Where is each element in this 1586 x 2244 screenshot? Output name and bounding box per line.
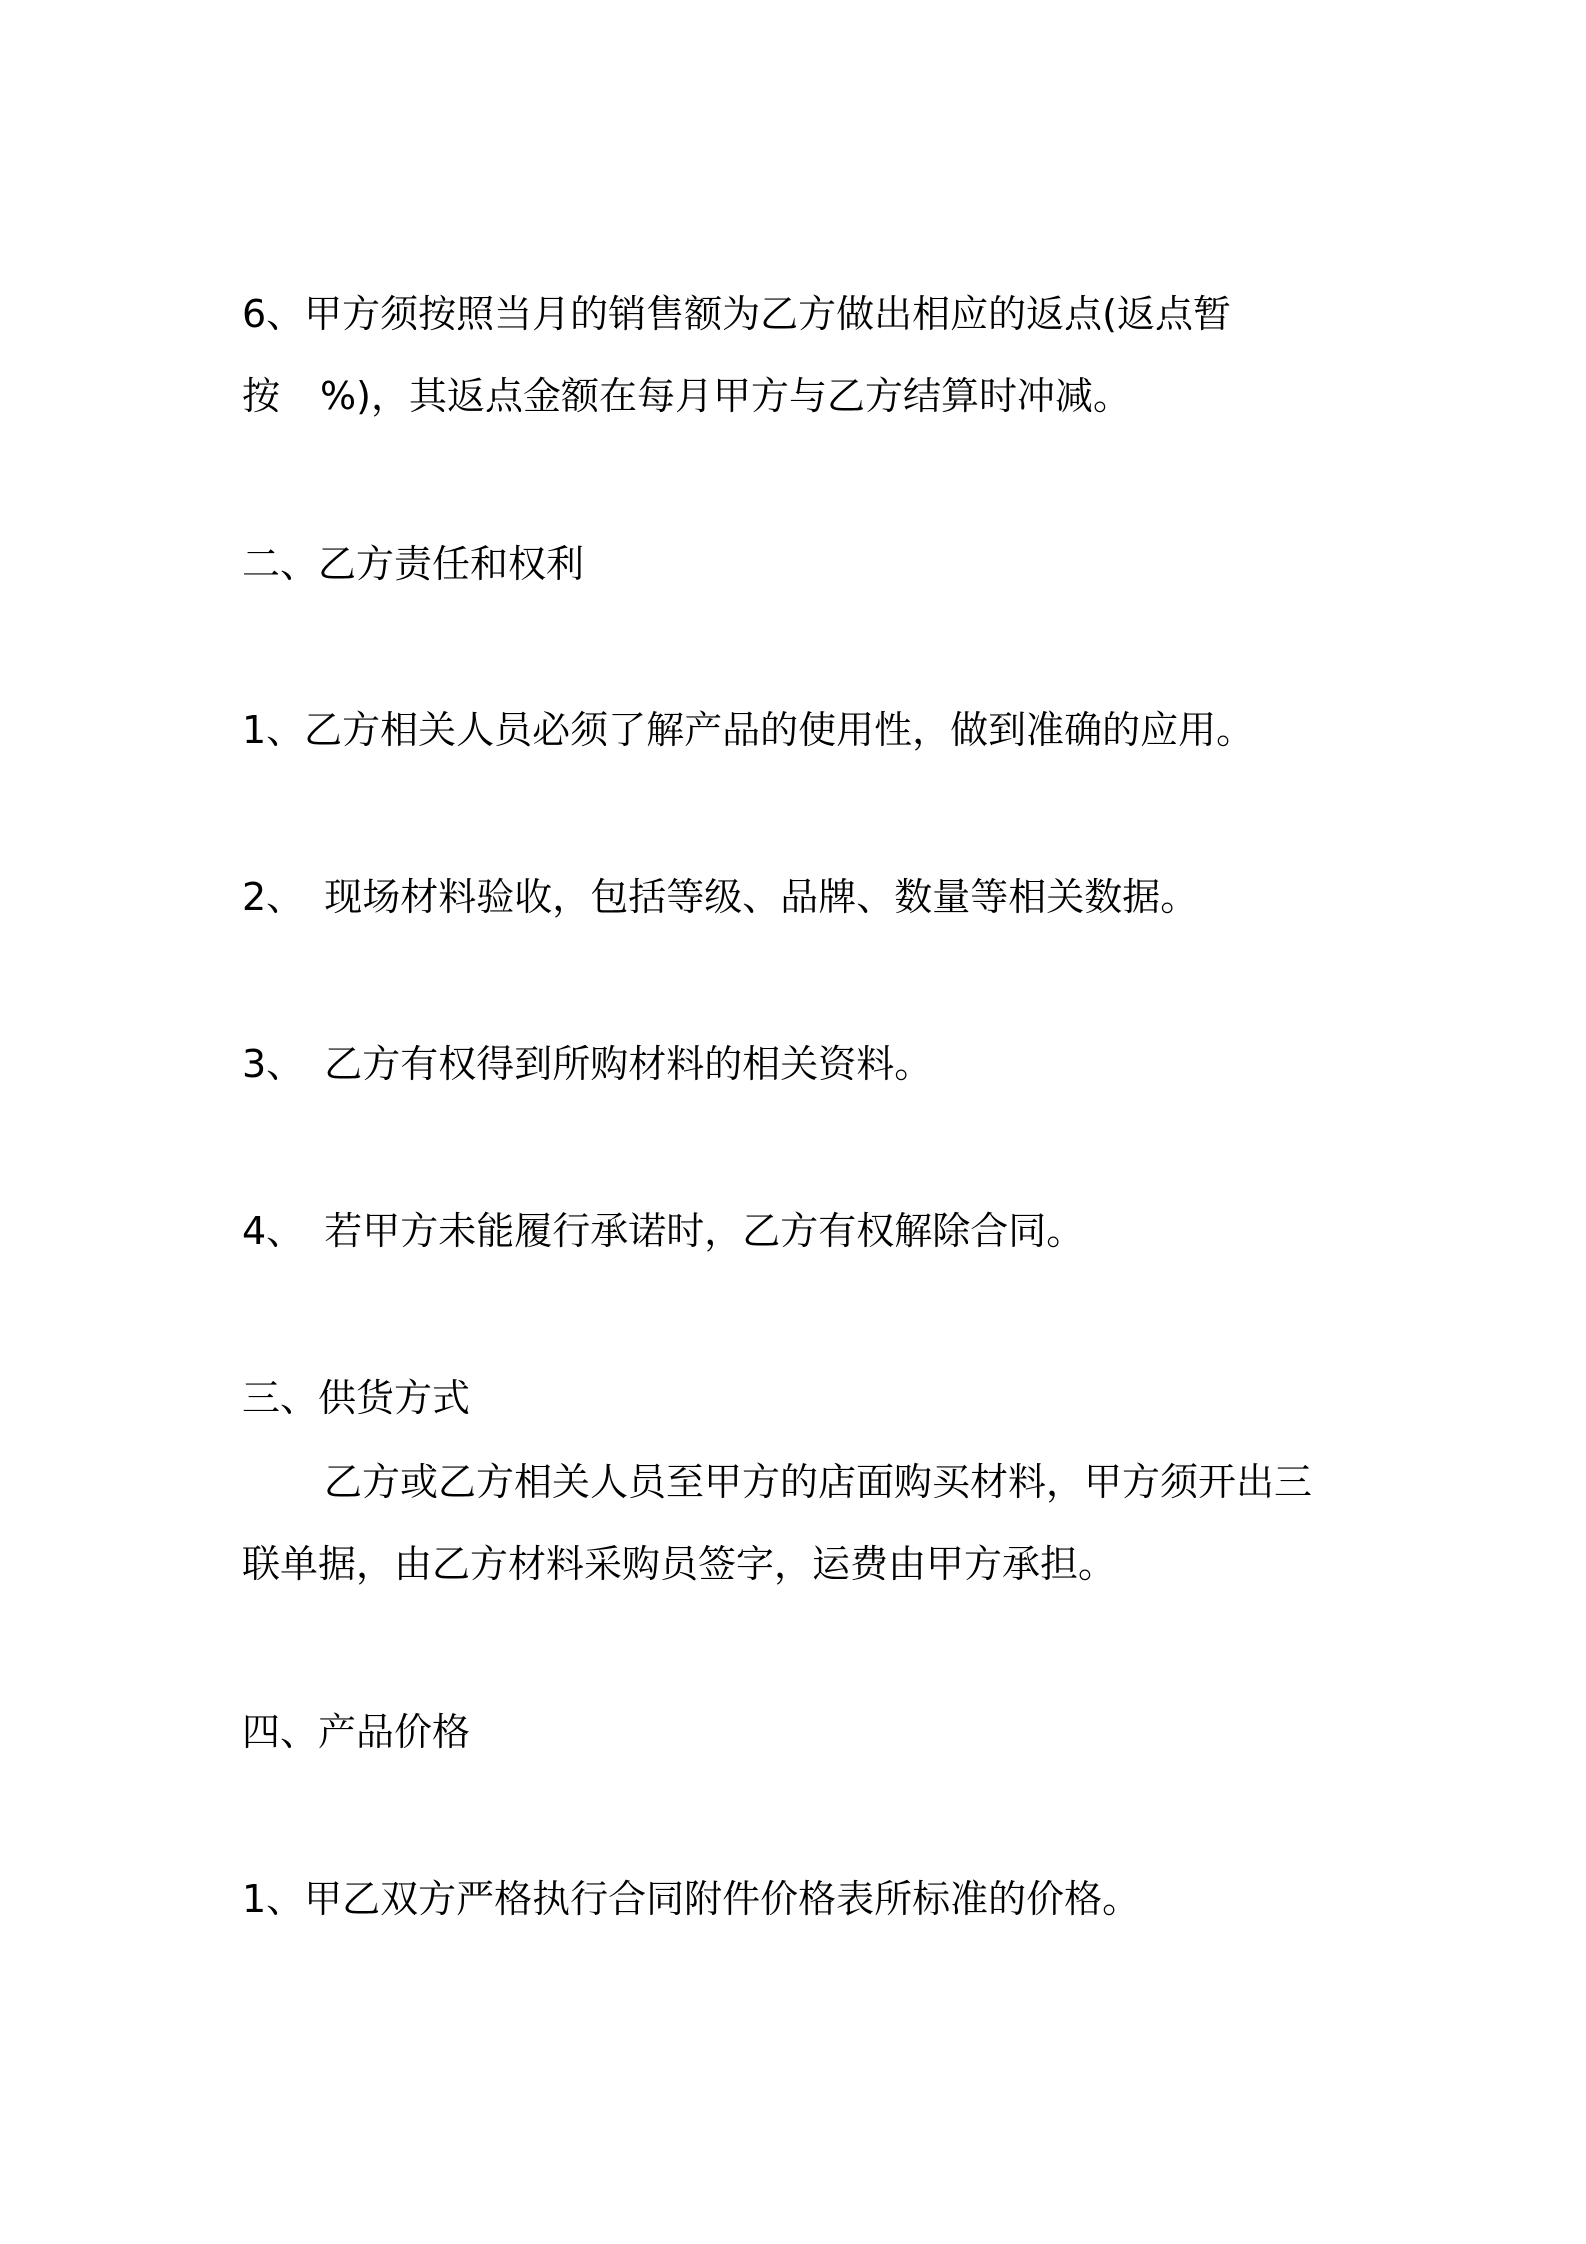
section-4-heading: 四、产品价格 bbox=[242, 1710, 471, 1754]
section-2-item-2-text: 现场材料验收，包括等级、品牌、数量等相关数据。 bbox=[324, 875, 1199, 919]
section-3-heading: 三、供货方式 bbox=[242, 1376, 471, 1420]
section-2-item-3-number: 3、 bbox=[242, 1042, 305, 1086]
section-2-item-2-number: 2、 bbox=[242, 875, 305, 919]
section-2-item-2 bbox=[242, 873, 1198, 921]
section-3-paragraph-line-2: 联单据，由乙方材料采购员签字，运费由甲方承担。 bbox=[242, 1542, 1117, 1586]
paragraph-6-line-2-start: 按 bbox=[242, 374, 281, 418]
section-2-item-4 bbox=[242, 1207, 1084, 1255]
section-2-heading: 二、乙方责任和权利 bbox=[242, 542, 585, 586]
section-2-item-4-number: 4、 bbox=[242, 1209, 305, 1253]
section-2-item-1: 1、乙方相关人员必须了解产品的使用性，做到准确的应用。 bbox=[242, 708, 1255, 752]
section-2-item-3-text: 乙方有权得到所购材料的相关资料。 bbox=[324, 1042, 933, 1086]
section-2-item-4-text: 若甲方未能履行承诺时，乙方有权解除合同。 bbox=[324, 1209, 1085, 1253]
paragraph-6-line-1: 6、甲方须按照当月的销售额为乙方做出相应的返点(返点暂 bbox=[242, 292, 1232, 336]
paragraph-6-line-2 bbox=[242, 372, 1131, 420]
section-4-item-1: 1、甲乙双方严格执行合同附件价格表所标准的价格。 bbox=[242, 1877, 1141, 1921]
paragraph-6-line-2-rest: %)，其返点金额在每月甲方与乙方结算时冲减。 bbox=[320, 374, 1131, 418]
section-3-paragraph-line-1: 乙方或乙方相关人员至甲方的店面购买材料，甲方须开出三 bbox=[324, 1460, 1313, 1504]
section-2-item-3 bbox=[242, 1040, 932, 1088]
